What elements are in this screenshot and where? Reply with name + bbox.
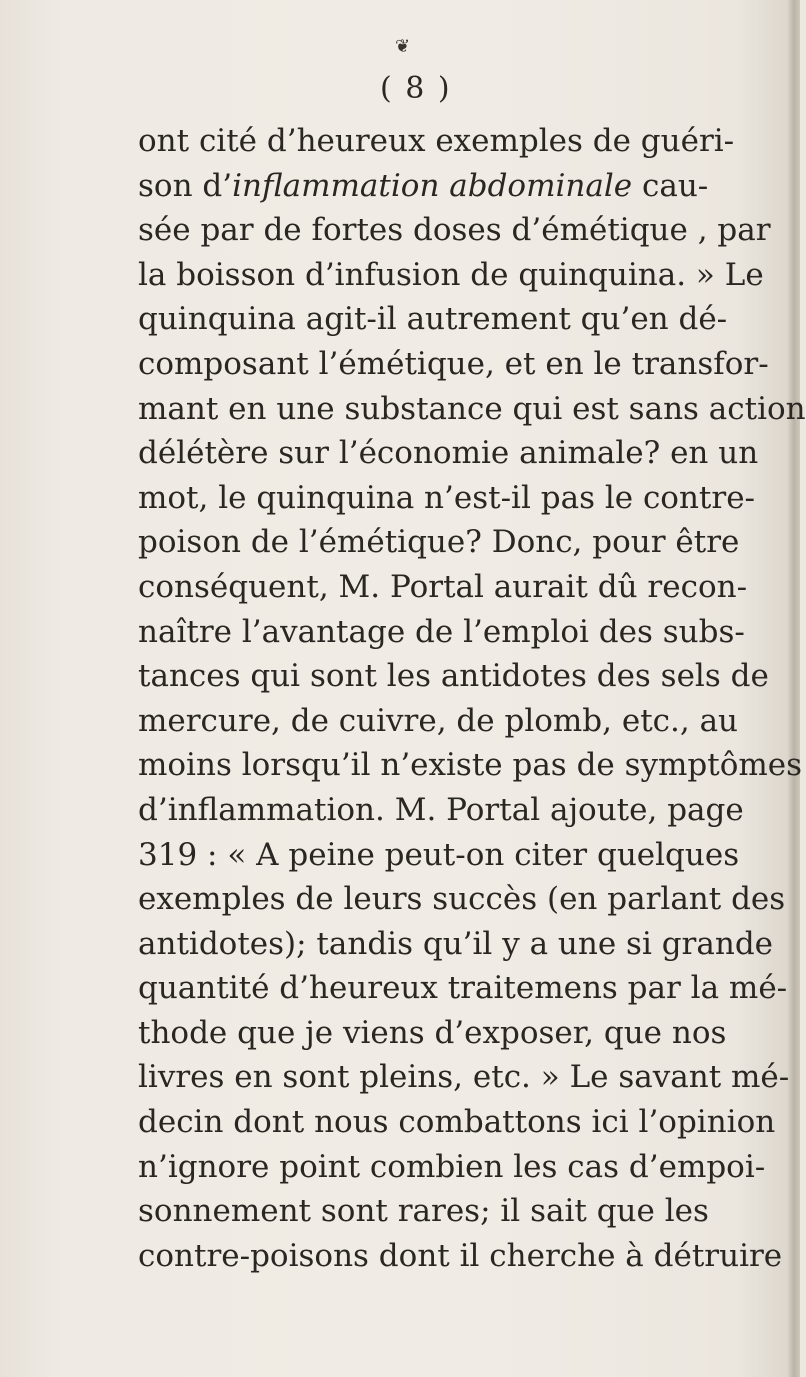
text-line [138,1011,727,1056]
text-line [138,743,803,788]
text-line [138,253,764,298]
text-span: sée par de fortes doses d’émétique , par [138,212,771,249]
text-span: son d’ [138,167,233,204]
text-span: d’inflammation. M. Portal ajoute, page [138,791,744,828]
printer-ornament: ❦ [395,36,411,57]
text-line [138,1100,776,1145]
text-span: tances qui sont les antidotes des sels de [138,658,769,695]
text-line [138,297,728,342]
text-span: n’ignore point combien les cas d’empoi- [138,1148,766,1185]
text-span: quinquina agit-il autrement qu’en dé- [138,301,728,338]
text-line [138,342,769,387]
body-text [138,119,806,1278]
text-line [138,387,806,432]
text-span: la boisson d’infusion de quinquina. » Le [138,256,764,293]
text-span: naître l’avantage de l’emploi des subs- [138,613,745,650]
text-line [138,1234,783,1279]
text-line [138,476,756,521]
text-span: 319 : « A peine peut-on citer quelques [138,836,740,873]
text-line [138,833,740,878]
text-line [138,565,748,610]
text-span: délétère sur l’économie animale? en un [138,435,759,472]
text-span: livres en sont pleins, etc. » Le savant mé- [138,1059,790,1096]
text-line [138,431,759,476]
text-line [138,699,739,744]
text-span: poison de l’émétique? Donc, pour être [138,524,740,561]
text-line [138,877,786,922]
text-span: moins lorsqu’il n’existe pas de symptômes [138,747,803,784]
text-line [138,654,769,699]
text-span: mot, le quinquina n’est-il pas le contre- [138,479,756,516]
text-span: contre-poisons dont il cherche à détruire [138,1237,783,1274]
text-line [138,922,774,967]
text-span: composant l’émétique, et en le transfor- [138,345,769,382]
text-line [138,208,771,253]
text-line [138,610,745,655]
text-span: ont cité d’heureux exemples de guéri- [138,123,735,159]
italic-text: inflammation abdominale [232,167,633,204]
text-line [138,1145,766,1190]
text-line [138,966,788,1011]
text-line [138,788,744,833]
text-line [138,119,735,164]
text-line [138,520,740,565]
page-number: ( 8 ) [380,71,452,106]
text-span: cau- [632,167,709,204]
text-line [138,164,709,209]
text-span: exemples de leurs succès (en parlant des [138,881,786,918]
text-span: mercure, de cuivre, de plomb, etc., au [138,702,739,739]
text-span: decin dont nous combattons ici l’opinion [138,1104,776,1141]
text-span: antidotes); tandis qu’il y a une si grande [138,925,774,962]
text-line [138,1055,790,1100]
text-span: thode que je viens d’exposer, que nos [138,1014,727,1051]
text-line [138,1189,709,1234]
page-edge [788,0,800,1377]
text-span: mant en une substance qui est sans action [138,390,806,427]
text-span: conséquent, M. Portal aurait dû recon- [138,568,748,605]
text-span: quantité d’heureux traitemens par la mé- [138,970,788,1007]
text-span: sonnement sont rares; il sait que les [138,1193,709,1230]
